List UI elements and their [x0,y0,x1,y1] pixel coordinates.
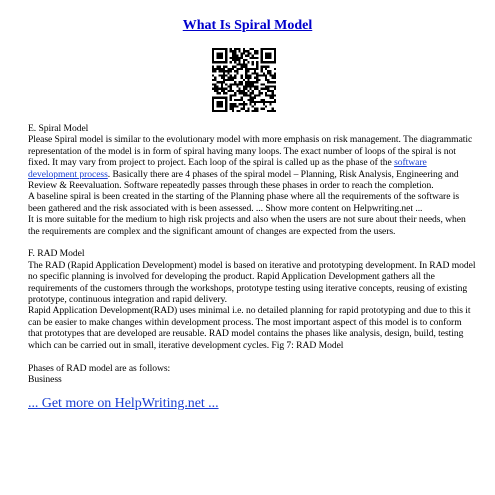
section-f-paragraph-2: Rapid Application Development(RAD) uses minimal i.e. no detailed planning for rapid prototyping and due to this it can be easier to make changes within development process. The most important aspect of this model is to conform that prototypes that are developed are reusable. RAD model contains the phases like analysis, design, build, testing which can be carried out in small, iterative development cycles. Fig 7: RAD Model [28,305,471,351]
section-e-heading: E. Spiral Model [28,123,89,134]
section-e-paragraph-1 [28,134,478,191]
spacer [28,351,478,362]
section-e-paragraph-3: It is more suitable for the medium to high risk projects and also when the users are not sure about their needs, when the requirements are complex and the significant amount of changes are expected from the users. [28,214,466,237]
section-e-p1-text-a: Please Spiral model is similar to the evolutionary model with more emphasis on risk management. The diagrammatic representation of the model is in form of spiral having many loops. The exact number of loops of the spiral is not fixed. It may vary from project to project. Each loop of the spiral is called up as the phase of the [28,134,473,169]
document-body [28,123,478,412]
section-f-heading: F. RAD Model [28,248,85,260]
phases-intro: Phases of RAD model are as follows: [28,362,171,374]
phases-item: Business [28,373,62,385]
spacer [28,237,478,248]
page-title[interactable]: What Is Spiral Model [182,18,313,33]
qr-code-icon [212,48,276,112]
section-e-p1-text-b: . Basically there are 4 phases of the spiral model – Planning, Risk Analysis, Engineering and Review & Reevaluation. Software repeatedly passes through these phases in order to reach the completion. [28,168,459,192]
section-e-paragraph-2: A baseline spiral is been created in the starting of the Planning phase where all the requirements of the software is been gathered and the risk associated with is been assessed. ... Show more content on Helpwriting.net ... [28,191,460,214]
section-f-paragraph-1: The RAD (Rapid Application Development) model is based on iterative and prototyping development. In RAD model no specific planning is involved for developing the product. Rapid Application Development gathers all the requirements of the customers through the workshops, prototype testing using iterative concepts, reusing of existing prototype, continuous integration and rapid delivery. [28,259,476,306]
software-development-process-link[interactable]: software development process [28,157,427,180]
get-more-link[interactable]: ... Get more on HelpWriting.net ... [28,396,219,412]
